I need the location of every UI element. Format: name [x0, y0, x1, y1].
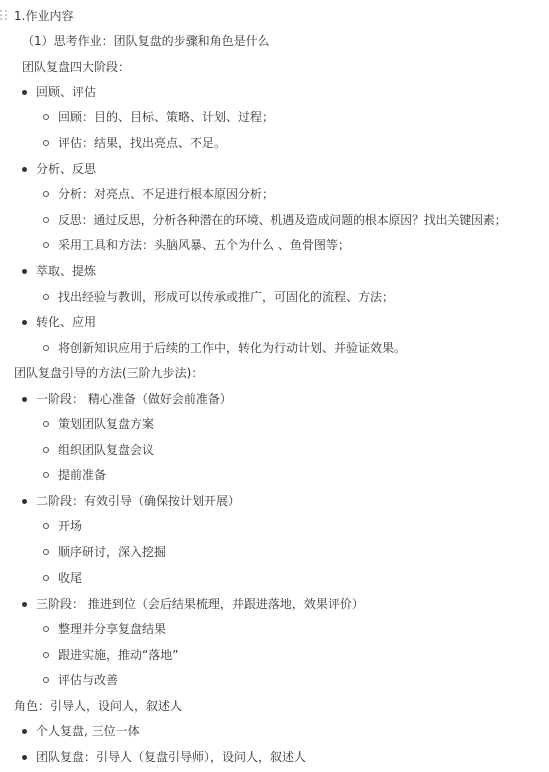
list-item-text: 开场 [58, 519, 83, 533]
list-item-text: 组织团队复盘会议 [58, 443, 155, 457]
bullet-dot-icon [22, 755, 27, 760]
list-item-stage [0, 259, 549, 283]
list-item [0, 131, 549, 155]
list-item [0, 617, 549, 641]
list-item-phase [0, 592, 549, 616]
bullet-circle-icon [43, 140, 49, 146]
list-item-text: 收尾 [58, 571, 83, 585]
bullet-circle-icon [43, 345, 49, 351]
list-item-phase [0, 387, 549, 411]
method-title: 团队复盘引导的方法(三阶九步法)： [14, 366, 204, 380]
list-item-role [0, 745, 549, 769]
list-item [0, 336, 549, 360]
stage-label: 回顾、评估 [36, 85, 97, 99]
list-item-text: 将创新知识应用于后续的工作中，转化为行动计划、并验证效果。 [58, 341, 407, 355]
bullet-circle-icon [43, 242, 49, 248]
bullet-dot-icon [22, 269, 27, 274]
bullet-circle-icon [43, 421, 49, 427]
list-item-text: 整理并分享复盘结果 [58, 622, 167, 636]
roles-title: 角色：引导人，设问人，叙述人 [14, 699, 183, 713]
stage-label: 转化、应用 [36, 315, 97, 329]
list-item [0, 182, 549, 206]
phase-label: 三阶段： 推进到位（会后结果梳理，并跟进落地，效果评价） [36, 597, 364, 611]
list-item-stage [0, 310, 549, 334]
list-item [0, 233, 549, 257]
list-item [0, 438, 549, 462]
list-item-role [0, 719, 549, 743]
list-item [0, 412, 549, 436]
phase-label: 二阶段：有效引导（确保按计划开展） [36, 494, 241, 508]
list-item-text: 反思：通过反思，分析各种潜在的环境、机遇及造成问题的根本原因？找出关键因素； [58, 213, 507, 227]
drag-handle-icon[interactable] [0, 10, 8, 20]
bullet-dot-icon [22, 167, 27, 172]
bullet-circle-icon [43, 114, 49, 120]
stages-title: 团队复盘四大阶段： [22, 60, 131, 74]
question-line: （1）思考作业：团队复盘的步骤和角色是什么 [22, 34, 270, 48]
list-item [0, 540, 549, 564]
list-item-text: 回顾：目的、目标、策略、计划、过程； [58, 110, 275, 124]
phase-label: 一阶段： 精心准备（做好会前准备） [36, 392, 232, 406]
bullet-circle-icon [43, 626, 49, 632]
stage-label: 萃取、提炼 [36, 264, 97, 278]
list-item [0, 514, 549, 538]
bullet-circle-icon [43, 217, 49, 223]
bullet-circle-icon [43, 677, 49, 683]
list-item [0, 105, 549, 129]
bullet-circle-icon [43, 549, 49, 555]
stage-label: 分析、反思 [36, 162, 97, 176]
list-item [0, 566, 549, 590]
list-item-stage [0, 80, 549, 104]
list-item-text: 评估与改善 [58, 673, 119, 687]
role-text: 个人复盘, 三位一体 [36, 724, 140, 738]
list-item-text: 策划团队复盘方案 [58, 417, 155, 431]
list-item [0, 668, 549, 692]
list-item-text: 分析：对亮点、不足进行根本原因分析； [58, 187, 275, 201]
bullet-circle-icon [43, 447, 49, 453]
list-item-text: 提前准备 [58, 468, 107, 482]
list-item [0, 208, 549, 232]
bullet-dot-icon [22, 602, 27, 607]
bullet-dot-icon [22, 397, 27, 402]
bullet-dot-icon [22, 729, 27, 734]
list-item-phase [0, 489, 549, 513]
bullet-circle-icon [43, 294, 49, 300]
list-item-text: 顺序研讨，深入挖掘 [58, 545, 167, 559]
bullet-circle-icon [43, 191, 49, 197]
bullet-dot-icon [22, 90, 27, 95]
section-heading: 1.作业内容 [14, 9, 74, 23]
bullet-circle-icon [43, 523, 49, 529]
list-item-stage [0, 157, 549, 181]
bullet-dot-icon [22, 499, 27, 504]
bullet-circle-icon [43, 575, 49, 581]
list-item-text: 找出经验与教训，形成可以传承或推广，可固化的流程、方法； [58, 290, 395, 304]
list-item [0, 463, 549, 487]
list-item [0, 285, 549, 309]
role-text: 团队复盘：引导人（复盘引导师），设问人，叙述人 [36, 750, 307, 764]
list-item [0, 643, 549, 667]
bullet-circle-icon [43, 652, 49, 658]
bullet-dot-icon [22, 320, 27, 325]
list-item-text: 采用工具和方法：头脑风暴、五个为什么 、鱼骨图等； [58, 238, 350, 252]
bullet-circle-icon [43, 472, 49, 478]
list-item-text: 跟进实施，推动“落地” [58, 648, 179, 662]
list-item-text: 评估：结果，找出亮点、不足。 [58, 136, 227, 150]
